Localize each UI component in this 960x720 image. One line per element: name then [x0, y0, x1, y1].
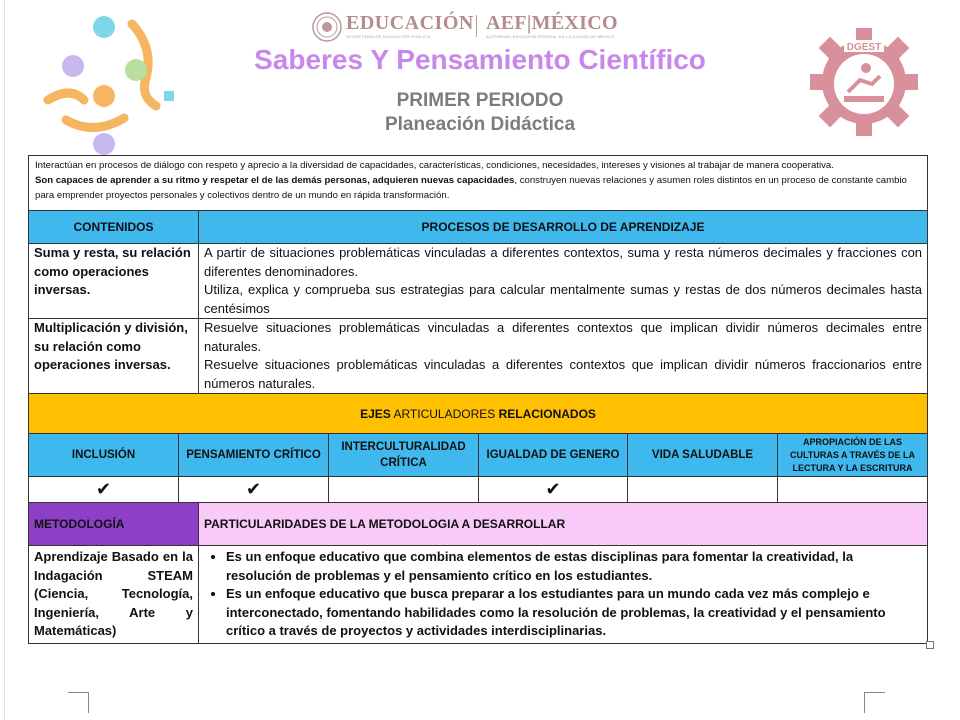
document-title: Saberes Y Pensamiento Científico [254, 44, 706, 75]
planning-table [28, 155, 928, 644]
axis-header-apropiacion: APROPIACIÓN DE LAS CULTURAS A TRAVÉS DE LA LECTURA Y LA ESCRITURA [778, 434, 928, 477]
proceso-cell [199, 319, 928, 394]
relacionados-word: RELACIONADOS [498, 406, 596, 421]
dgest-gear-logo [808, 26, 920, 138]
particularidades-header: PARTICULARIDADES DE LA METODOLOGIA A DESARROLLAR [199, 503, 928, 546]
ejes-word: EJES [360, 406, 391, 421]
dgest-label: DGEST [846, 42, 882, 53]
ejes-articuladores-header [29, 394, 928, 434]
particularidades-list [204, 548, 922, 641]
procesos-header: PROCESOS DE DESARROLLO DE APRENDIZAJE [199, 211, 928, 244]
particularidades-cell [199, 546, 928, 644]
brand-separator [476, 15, 477, 37]
articuladores-word: ARTICULADORES [390, 406, 499, 421]
axis-header-igualdad: IGUALDAD DE GENERO [479, 434, 628, 477]
axis-header-pensamiento-critico: PENSAMIENTO CRÍTICO [179, 434, 329, 477]
page-corner-mark-right [864, 692, 885, 713]
axis-check-apropiacion [778, 477, 928, 503]
contenido-cell: Suma y resta, su relación como operaciones inversas. [29, 244, 199, 319]
planeacion-heading: Planeación Didáctica [384, 114, 576, 135]
proceso-text: Utiliza, explica y comprueba sus estrategias para calcular mentalmente sumas y restas de dos números decimales hasta centésimos [204, 282, 923, 316]
metodologia-cell: Aprendizaje Basado en la Indagación STEAM (Ciencia, Tecnología, Ingeniería, Arte y Matemáticas) [29, 546, 199, 644]
list-item: • Es un enfoque educativo que busca preparar a los estudiantes para un mundo cada vez más complejo e interconectado, fomentando habilidades como la resolución de problemas, la creatividad y el pensamiento crítico a través de proyectos y actividades interdisciplinarias. [226, 585, 922, 641]
axis-header-interculturalidad: INTERCULTURALIDAD CRÍTICA [329, 434, 479, 477]
intro-bold-text: Son capaces de aprender a su ritmo y respetar el de las demás personas, adquieren nuevas capacidades [35, 175, 515, 186]
proceso-cell [199, 244, 928, 319]
axis-check-vida-saludable [628, 477, 778, 503]
axis-header-inclusion: INCLUSIÓN [29, 434, 179, 477]
axis-header-vida-saludable: VIDA SALUDABLE [628, 434, 778, 477]
proceso-text: Resuelve situaciones problemáticas vinculadas a diferentes contextos que implican dividir números decimales entre naturales. [204, 320, 923, 354]
proceso-text: A partir de situaciones problemáticas vinculadas a diferentes contextos, suma y resta números decimales y fracciones con diferentes denominadores. [204, 245, 923, 279]
aef-mexico-brand: AEF|MÉXICO [486, 12, 618, 34]
axis-check-pensamiento-critico: ✔ [179, 477, 329, 503]
axis-check-interculturalidad [329, 477, 479, 503]
sep-seal-logo [312, 12, 342, 42]
intro-paragraph [29, 156, 928, 211]
contenidos-header: CONTENIDOS [29, 211, 199, 244]
metodologia-header: METODOLOGÍA [29, 503, 199, 546]
list-item: • Es un enfoque educativo que combina elementos de estas disciplinas para fomentar la creatividad, la resolución de problemas y el pensamiento crítico en los estudiantes. [226, 548, 922, 585]
contenido-cell: Multiplicación y división, su relación como operaciones inversas. [29, 319, 199, 394]
resize-handle[interactable] [926, 641, 934, 649]
proceso-text: Resuelve situaciones problemáticas vinculadas a diferentes contextos que implican dividir números fraccionarios entre números naturales. [204, 357, 923, 391]
period-heading: PRIMER PERIODO [396, 90, 564, 111]
educacion-brand-subtitle: SECRETARÍA DE EDUCACIÓN PÚBLICA [346, 34, 431, 39]
educacion-brand: EDUCACIÓN [346, 12, 474, 34]
intro-line: Interactúan en procesos de diálogo con respeto y aprecio a la diversidad de capacidades, características, condiciones, necesidades, intereses y visiones al trabajar de manera cooperativa. [35, 160, 834, 171]
aef-brand-subtitle: AUTORIDAD EDUCATIVA FEDERAL EN LA CIUDAD DE MÉXICO [486, 34, 615, 39]
axis-check-inclusion: ✔ [29, 477, 179, 503]
intro-rest-text: , construyen nuevas relaciones y asumen roles distintos en un proceso de constante cambio para emprender proyectos personales y colectivos dentro de un mundo en rápida transformación. [35, 175, 907, 201]
page-corner-mark-left [68, 692, 89, 713]
axis-check-igualdad: ✔ [479, 477, 628, 503]
